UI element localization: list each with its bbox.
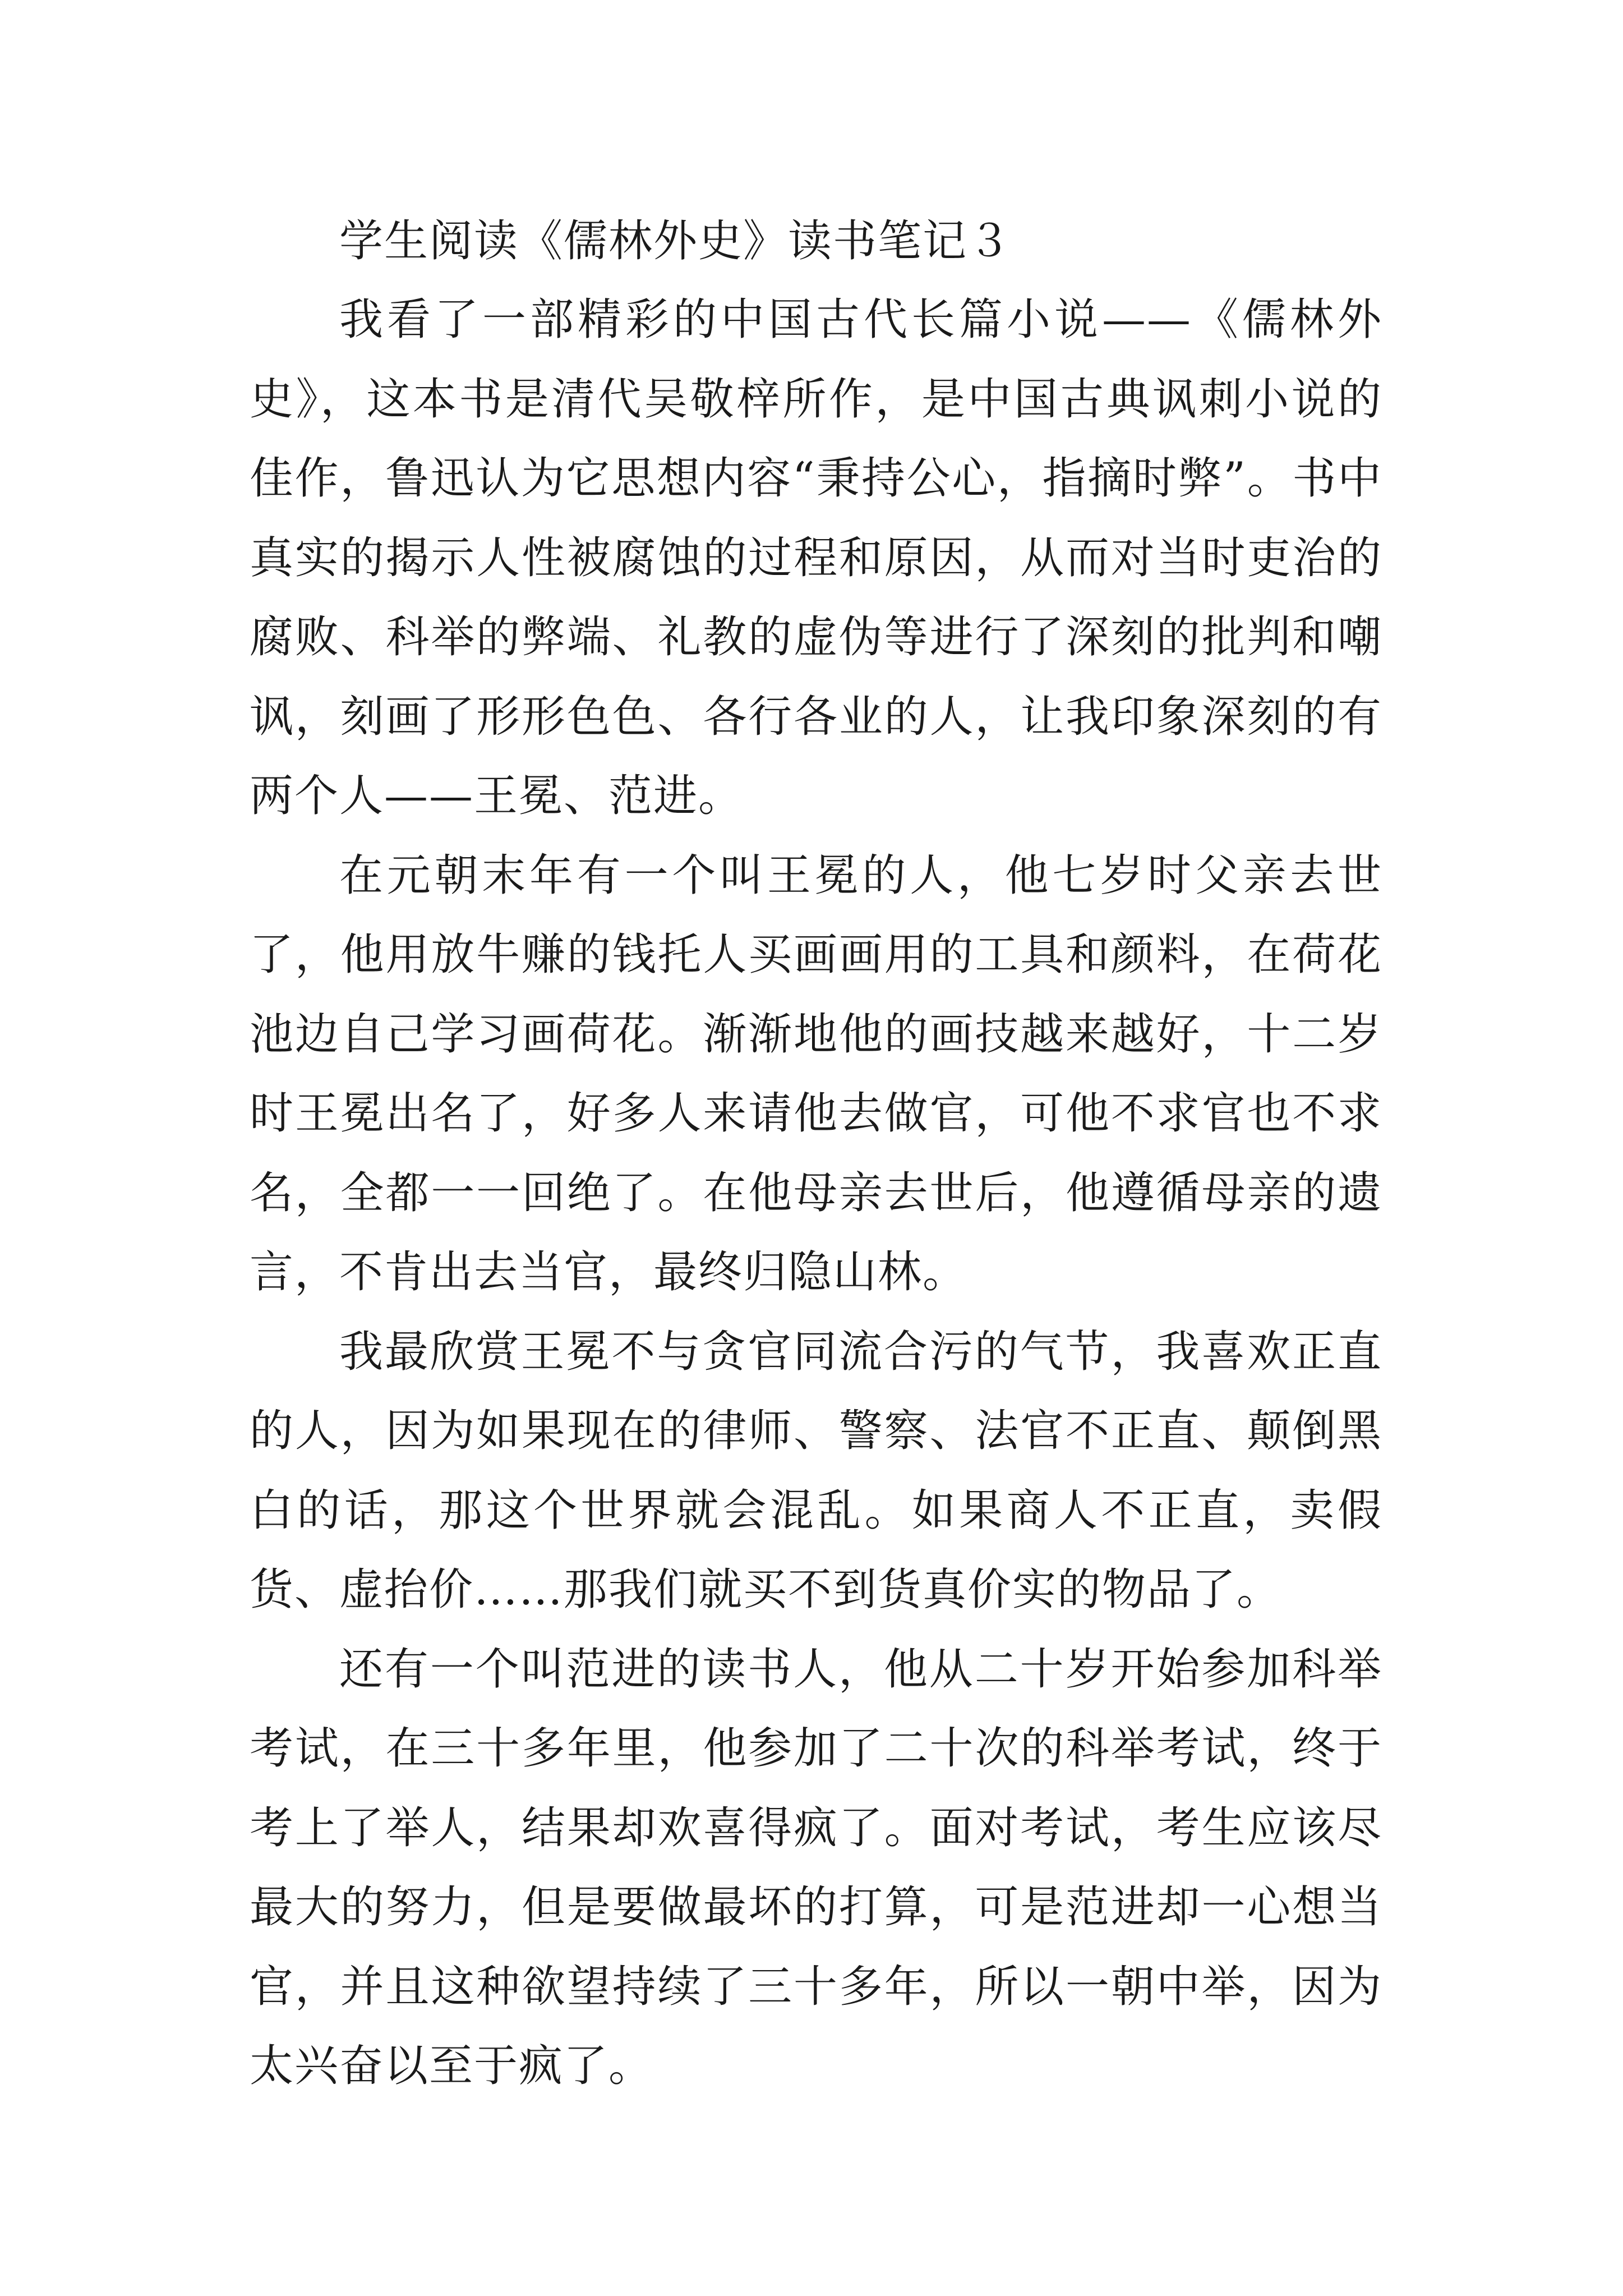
document-title: 学生阅读《儒林外史》读书笔记３	[339, 216, 1013, 266]
paragraph-wang-mian-story: 在元朝末年有一个叫王冕的人，他七岁时父亲去世了，他用放牛赚的钱托人买画画用的工具和颜料，在荷花池边自己学习画荷花。渐渐地他的画技越来越好，十二岁时王冕出名了，好多人来请他去做官，可他不求官也不求名，全都一一回绝了。在他母亲去世后，他遵循母亲的遗言，不肯出去当官，最终归隐山林。	[250, 850, 1382, 1297]
paragraph-fan-jin-story: 还有一个叫范进的读书人，他从二十岁开始参加科举考试，在三十多年里，他参加了二十次的科举考试，终于考上了举人，结果却欢喜得疯了。面对考试，考生应该尽最大的努力，但是要做最坏的打算，可是范进却一心想当官，并且这种欲望持续了三十多年，所以一朝中举，因为太兴奋以至于疯了。	[250, 1644, 1382, 2091]
paragraph-intro: 我看了一部精彩的中国古代长篇小说——《儒林外史》，这本书是清代吴敬梓所作，是中国古典讽刺小说的佳作，鲁迅认为它思想内容“秉持公心，指摘时弊”。书中真实的揭示人性被腐蚀的过程和原因，从而对当时吏治的腐败、科举的弊端、礼教的虚伪等进行了深刻的批判和嘲讽，刻画了形形色色、各行各业的人，让我印象深刻的有两个人——王冕、范进。	[250, 295, 1382, 821]
paragraph-wang-mian-reflection: 我最欣赏王冕不与贪官同流合污的气节，我喜欢正直的人，因为如果现在的律师、警察、法官不正直、颠倒黑白的话，那这个世界就会混乱。如果商人不正直，卖假货、虚抬价……那我们就买不到货真价实的物品了。	[250, 1326, 1382, 1615]
document-body	[250, 202, 1382, 2106]
